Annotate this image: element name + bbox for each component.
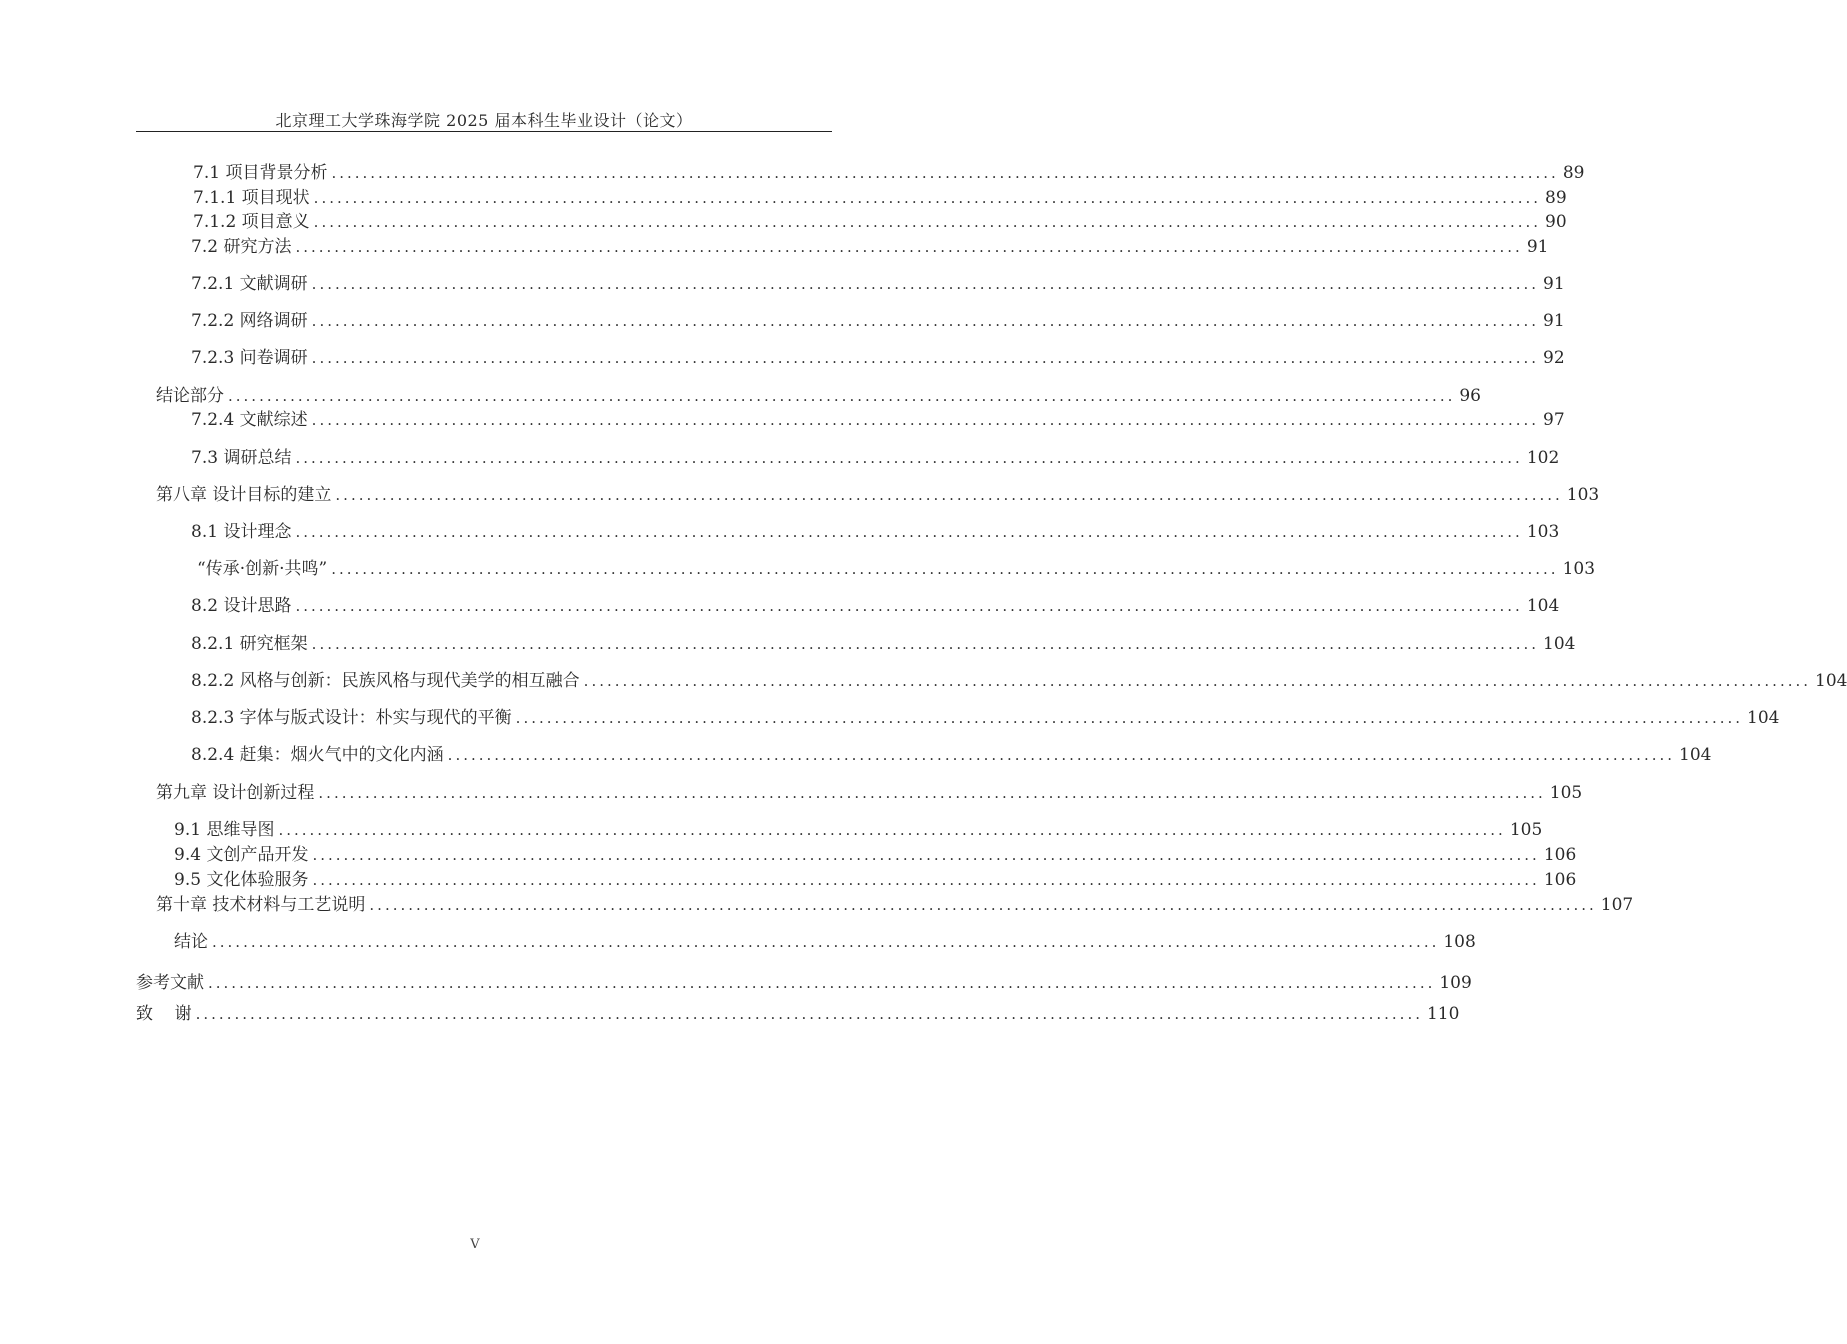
- toc-entry-page: 90: [1545, 212, 1567, 232]
- toc-entry-7-2-2[interactable]: [191, 309, 1565, 333]
- toc-entry-title: 第八章 设计目标的建立: [156, 485, 332, 505]
- toc-entry-title: 8.2.1 研究框架: [191, 634, 308, 654]
- toc-entry-page: 102: [1526, 448, 1560, 468]
- toc-entry-8-2-3[interactable]: [191, 706, 1780, 730]
- toc-leader: ..............................................................................................................................................................: [312, 871, 1540, 889]
- toc-entry-page: 106: [1543, 870, 1577, 890]
- toc-entry-title: 7.3 调研总结: [191, 448, 292, 468]
- toc-entry-7-1-2[interactable]: [193, 210, 1567, 234]
- toc-entry-7-3[interactable]: [191, 446, 1560, 470]
- toc-leader: ..............................................................................................................................................................: [278, 821, 1506, 839]
- toc-entry-page: 104: [1679, 745, 1712, 765]
- toc-entry-title: 结论部分: [156, 386, 224, 406]
- toc-leader: ..............................................................................................................................................................: [313, 213, 1542, 231]
- toc-entry-title: 7.2.3 问卷调研: [191, 348, 308, 368]
- toc-leader: ..............................................................................................................................................................: [331, 164, 1559, 182]
- toc-entry-page: 97: [1543, 410, 1565, 430]
- toc-leader: ..............................................................................................................................................................: [295, 597, 1523, 615]
- toc-entry-9-4[interactable]: [174, 843, 1577, 867]
- toc-leader: ..............................................................................................................................................................: [515, 709, 1744, 727]
- header-rule: [136, 131, 832, 132]
- toc-leader: ..............................................................................................................................................................: [295, 238, 1523, 256]
- toc-entry-page: 89: [1562, 163, 1585, 183]
- toc-entry-title: 致 谢: [136, 1004, 192, 1024]
- toc-entry-8-2-1[interactable]: [191, 632, 1576, 656]
- toc-entry-7-1[interactable]: [193, 161, 1585, 185]
- toc-entry-title: 7.2.2 网络调研: [191, 311, 308, 331]
- toc-leader: ..............................................................................................................................................................: [311, 411, 1540, 429]
- toc-entry-7-2[interactable]: [191, 235, 1549, 259]
- toc-entry-page: 103: [1562, 559, 1596, 579]
- toc-entry-7-2-4[interactable]: [191, 408, 1565, 432]
- toc-entry-page: 91: [1543, 311, 1565, 331]
- toc-entry-7-1-1[interactable]: [193, 186, 1567, 210]
- toc-entry-title: 8.2.4 赶集：烟火气中的文化内涵: [191, 745, 444, 765]
- toc-leader: ..............................................................................................................................................................: [212, 933, 1440, 951]
- toc-entry-chapter-9[interactable]: [156, 781, 1583, 805]
- toc-entry-page: 103: [1566, 485, 1600, 505]
- toc-entry-page: 110: [1426, 1004, 1460, 1024]
- toc-entry-title: 7.2 研究方法: [191, 237, 292, 257]
- toc-entry-9-1[interactable]: [174, 818, 1543, 842]
- toc-entry-8-1-quote[interactable]: [197, 557, 1596, 581]
- toc-entry-page: 104: [1543, 634, 1576, 654]
- toc-entry-page: 96: [1459, 386, 1481, 406]
- toc-entry-conclusion-part[interactable]: [156, 384, 1481, 408]
- toc-entry-page: 92: [1543, 348, 1565, 368]
- toc-entry-title: “传承·创新·共鸣”: [197, 559, 328, 579]
- toc-entry-title: 第九章 设计创新过程: [156, 783, 315, 803]
- toc-entry-8-2-4[interactable]: [191, 743, 1712, 767]
- toc-entry-page: 103: [1526, 522, 1560, 542]
- toc-entry-title: 9.5 文化体验服务: [174, 870, 309, 890]
- toc-leader: ..............................................................................................................................................................: [318, 784, 1546, 802]
- toc-entry-title: 7.1.2 项目意义: [193, 212, 310, 232]
- page-header-title: 北京理工大学珠海学院 2025 届本科生毕业设计（论文）: [275, 111, 693, 130]
- toc-entry-page: 109: [1439, 973, 1472, 993]
- toc-entry-9-5[interactable]: [174, 868, 1577, 892]
- toc-entry-page: 106: [1543, 845, 1577, 865]
- toc-leader: ..............................................................................................................................................................: [311, 312, 1540, 330]
- toc-leader: ..............................................................................................................................................................: [313, 189, 1542, 207]
- toc-leader: ..............................................................................................................................................................: [331, 560, 1559, 578]
- toc-entry-chapter-10[interactable]: [156, 893, 1634, 917]
- toc-entry-page: 104: [1526, 596, 1560, 616]
- toc-entry-page: 107: [1600, 895, 1634, 915]
- toc-entry-7-2-1[interactable]: [191, 272, 1565, 296]
- toc-leader: ..............................................................................................................................................................: [195, 1005, 1423, 1023]
- toc-leader: ..............................................................................................................................................................: [311, 635, 1540, 653]
- toc-entry-title: 7.2.4 文献综述: [191, 410, 308, 430]
- toc-entry-title: 7.1 项目背景分析: [193, 163, 328, 183]
- toc-entry-page: 108: [1443, 932, 1476, 952]
- toc-entry-page: 89: [1545, 188, 1567, 208]
- toc-entry-title: 7.2.1 文献调研: [191, 274, 308, 294]
- toc-leader: ..............................................................................................................................................................: [447, 746, 1676, 764]
- toc-entry-conclusion[interactable]: [174, 930, 1476, 954]
- toc-entry-title: 9.1 思维导图: [174, 820, 275, 840]
- toc-entry-chapter-8[interactable]: [156, 483, 1600, 507]
- toc-leader: ..............................................................................................................................................................: [335, 486, 1563, 504]
- toc-entry-title: 8.2.3 字体与版式设计：朴实与现代的平衡: [191, 708, 512, 728]
- toc-entry-title: 8.2.2 风格与创新：民族风格与现代美学的相互融合: [191, 671, 580, 691]
- toc-leader: ..............................................................................................................................................................: [208, 974, 1436, 992]
- toc-leader: ..............................................................................................................................................................: [295, 523, 1523, 541]
- toc-leader: ..............................................................................................................................................................: [311, 275, 1540, 293]
- toc-entry-page: 105: [1509, 820, 1543, 840]
- toc-leader: ..............................................................................................................................................................: [312, 846, 1540, 864]
- toc-entry-title: 参考文献: [136, 973, 204, 993]
- toc-leader: ..............................................................................................................................................................: [295, 449, 1523, 467]
- toc-entry-acknowledgements[interactable]: [136, 1002, 1460, 1026]
- toc-entry-8-2[interactable]: [191, 594, 1560, 618]
- toc-entry-page: 104: [1747, 708, 1780, 728]
- toc-entry-page: 105: [1549, 783, 1583, 803]
- toc-leader: ..............................................................................................................................................................: [228, 387, 1456, 405]
- toc-entry-8-2-2[interactable]: [191, 669, 1847, 693]
- toc-entry-title: 结论: [174, 932, 208, 952]
- toc-leader: ..............................................................................................................................................................: [311, 349, 1540, 367]
- toc-entry-title: 8.2 设计思路: [191, 596, 292, 616]
- toc-entry-7-2-3[interactable]: [191, 346, 1565, 370]
- toc-entry-page: 91: [1526, 237, 1549, 257]
- toc-entry-page: 104: [1815, 671, 1847, 691]
- toc-entry-page: 91: [1543, 274, 1565, 294]
- toc-entry-title: 7.1.1 项目现状: [193, 188, 310, 208]
- toc-leader: ..............................................................................................................................................................: [583, 672, 1812, 690]
- page-number: V: [470, 1237, 480, 1252]
- toc-entry-title: 第十章 技术材料与工艺说明: [156, 895, 366, 915]
- toc-entry-title: 9.4 文创产品开发: [174, 845, 309, 865]
- toc-entry-title: 8.1 设计理念: [191, 522, 292, 542]
- toc-entry-8-1[interactable]: [191, 520, 1560, 544]
- toc-entry-references[interactable]: [136, 971, 1472, 995]
- toc-leader: ..............................................................................................................................................................: [369, 896, 1597, 914]
